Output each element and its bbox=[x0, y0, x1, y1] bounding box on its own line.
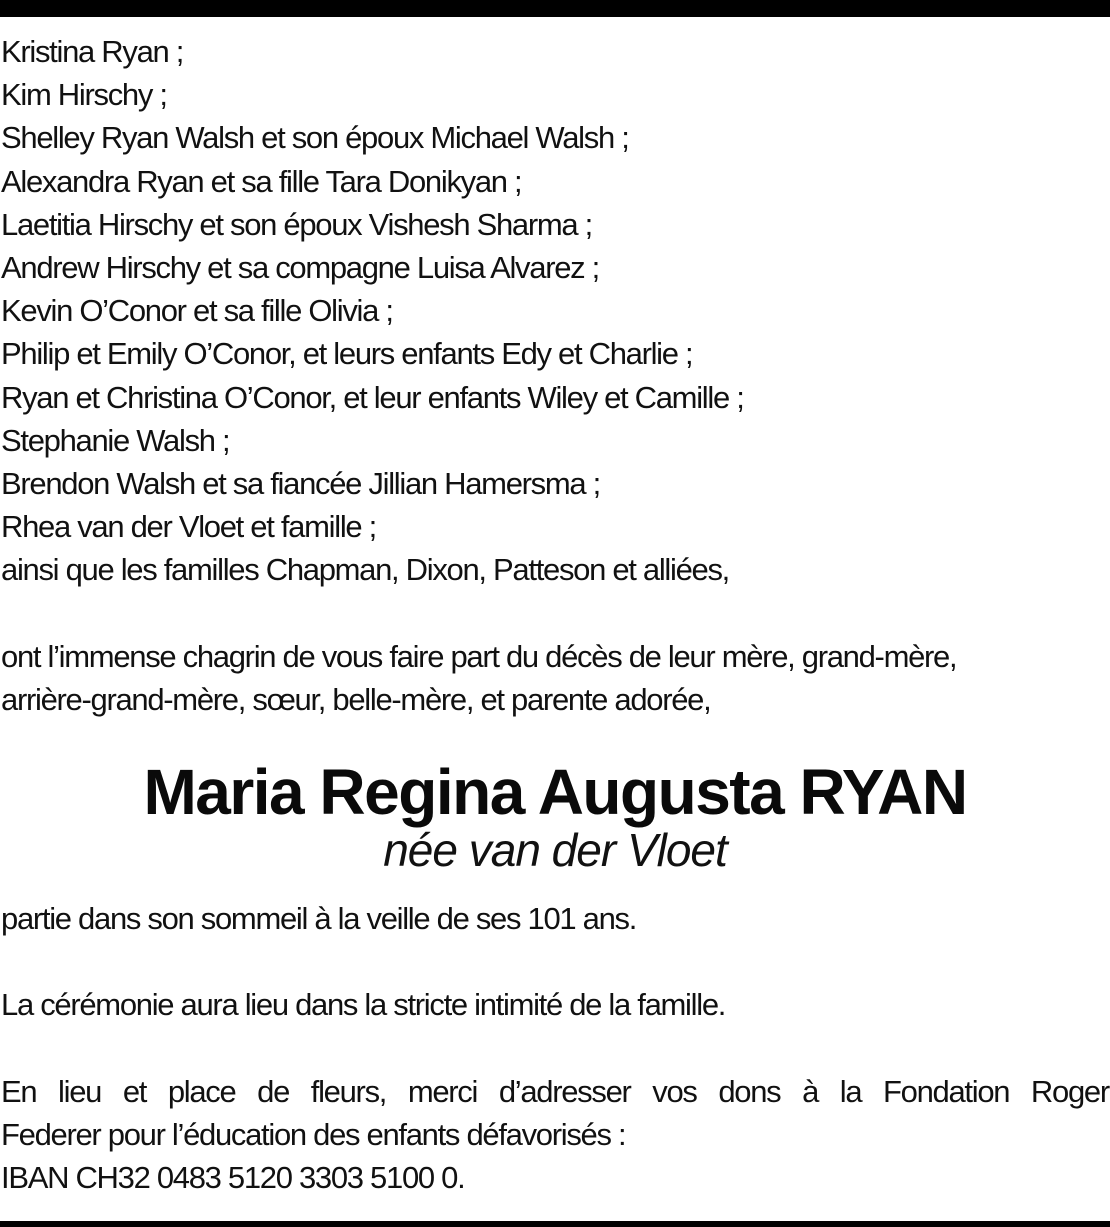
maiden-name: née van der Vloet bbox=[383, 824, 727, 876]
donation-word: dons bbox=[718, 1073, 781, 1109]
family-line: Alexandra Ryan et sa fille Tara Donikyan ; bbox=[1, 163, 522, 199]
donation-word: Roger bbox=[1030, 1073, 1109, 1109]
announcement-line: arrière-grand-mère, sœur, belle-mère, et parente adorée, bbox=[1, 681, 711, 717]
announcement bbox=[1, 635, 1109, 721]
donation-word: Fondation bbox=[883, 1073, 1010, 1109]
family-line: ainsi que les familles Chapman, Dixon, Patteson et alliées, bbox=[1, 552, 729, 588]
details bbox=[1, 897, 1109, 1199]
donation-word: merci bbox=[407, 1073, 478, 1109]
donation-word: et bbox=[122, 1073, 147, 1109]
donation-word: En bbox=[1, 1073, 37, 1109]
spacer bbox=[1, 591, 1109, 634]
donation-word: de bbox=[257, 1073, 290, 1109]
donation-word: fleurs, bbox=[310, 1073, 387, 1109]
family-line: Kim Hirschy ; bbox=[1, 77, 167, 113]
donation-line: Federer pour l’éducation des enfants défavorisés : bbox=[1, 1116, 626, 1152]
family-line: Philip et Emily O’Conor, et leurs enfants Edy et Charlie ; bbox=[1, 336, 693, 372]
family-line: Kristina Ryan ; bbox=[1, 34, 184, 69]
family-line: Kevin O’Conor et sa fille Olivia ; bbox=[1, 293, 393, 329]
bottom-border-rule bbox=[0, 1221, 1110, 1227]
donation-line-justified bbox=[1, 1070, 1109, 1113]
ceremony-line: La cérémonie aura lieu dans la stricte intimité de la famille. bbox=[1, 987, 726, 1023]
spacer bbox=[1, 1027, 1109, 1070]
deceased-block bbox=[1, 756, 1109, 876]
family-line: Brendon Walsh et sa fiancée Jillian Hamersma ; bbox=[1, 465, 600, 501]
family-line: Rhea van der Vloet et famille ; bbox=[1, 509, 376, 545]
donation-word: à bbox=[802, 1073, 819, 1109]
family-line: Stephanie Walsh ; bbox=[1, 422, 230, 458]
donation-word: la bbox=[839, 1073, 862, 1109]
family-line: Andrew Hirschy et sa compagne Luisa Alvarez ; bbox=[1, 249, 599, 285]
iban-line: IBAN CH32 0483 5120 3303 5100 0. bbox=[1, 1160, 465, 1196]
donation-word: vos bbox=[652, 1073, 697, 1109]
top-border-rule bbox=[0, 0, 1110, 17]
family-line: Ryan et Christina O’Conor, et leur enfants Wiley et Camille ; bbox=[1, 379, 744, 415]
donation-word: d’adresser bbox=[498, 1073, 631, 1109]
family-list bbox=[1, 30, 1109, 591]
obituary-text bbox=[1, 30, 1109, 1199]
spacer bbox=[1, 940, 1109, 983]
family-line: Shelley Ryan Walsh et son époux Michael Walsh ; bbox=[1, 120, 629, 156]
announcement-line: ont l’immense chagrin de vous faire part du décès de leur mère, grand-mère, bbox=[1, 638, 957, 674]
deceased-name: Maria Regina Augusta RYAN bbox=[143, 756, 967, 828]
passing-line: partie dans son sommeil à la veille de ses 101 ans. bbox=[1, 901, 637, 936]
donation-word: lieu bbox=[58, 1073, 102, 1109]
donation-word: place bbox=[167, 1073, 236, 1109]
family-line: Laetitia Hirschy et son époux Vishesh Sharma ; bbox=[1, 206, 592, 242]
